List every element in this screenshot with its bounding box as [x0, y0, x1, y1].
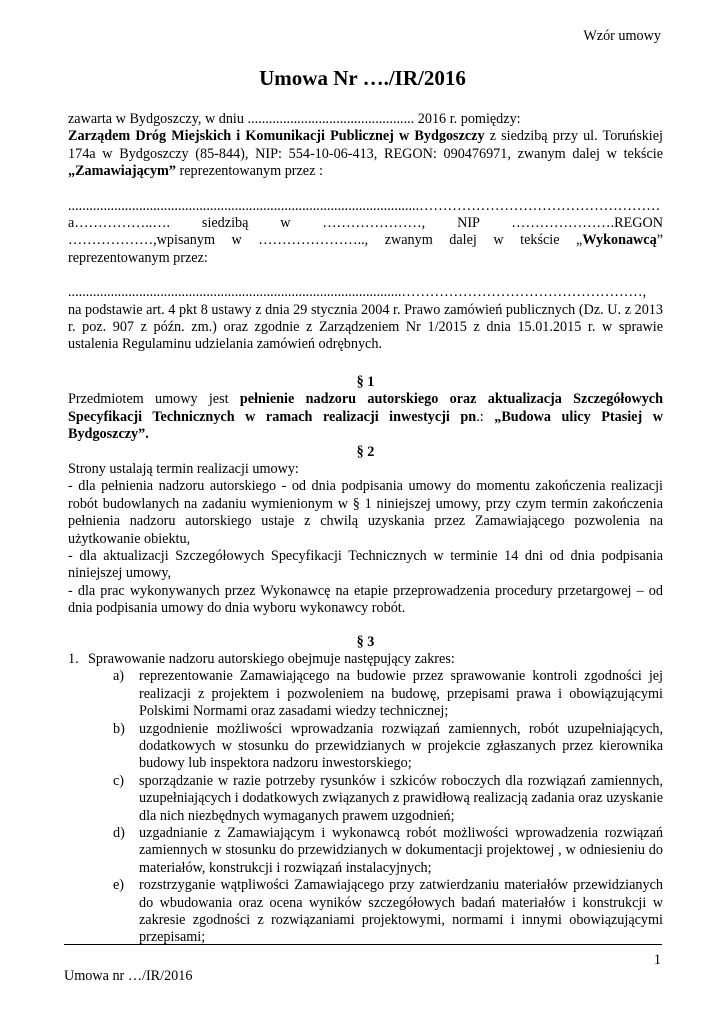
page-number: 1 — [653, 952, 661, 968]
header-note: Wzór umowy — [583, 28, 661, 44]
ordering-party-alias: „Zamawiającym” — [68, 163, 176, 180]
section-2-item: - dla aktualizacji Szczegółowych Specyfikacji Technicznych w terminie 14 dni od dnia podpisania niniejszej umowy, — [68, 547, 663, 582]
footer-note: Umowa nr …/IR/2016 — [64, 968, 193, 984]
list-item: c) sporządzanie w razie potrzeby rysunków i szkiców roboczych dla rozwiązań zamiennych, uzupełniających i dodatkowych związanych z prawidłową realizacją zadania oraz uzyskanie dla nich niezbędnych wymaganych prawem uzgodnień; — [113, 772, 663, 824]
intro-ordering-party: Zarządem Dróg Miejskich i Komunikacji Publicznej w Bydgoszczy z siedzibą przy ul. Toruńskiej 174a w Bydgoszczy (85-844), NIP: 554-10-06-413, REGON: 090476971, zwanym dalej w tekście „Zamawiającym” reprezentowanym przez : — [68, 128, 663, 180]
legal-basis: na podstawie art. 4 pkt 8 ustawy z dnia 29 stycznia 2004 r. Prawo zamówień publicznych (Dz. U. z 2013 r. poz. 907 z późn. zm.) oraz zgodnie z Zarządzeniem Nr 1/2015 z dnia 15.01.2015 r. w sprawie ustalenia Regulaminu udzielania zamówień odrębnych. — [68, 301, 663, 353]
representative-dots-1: ...................................................................................................…………………………………………… — [68, 197, 661, 214]
section-3-list — [68, 651, 663, 668]
section-1-text: Przedmiotem umowy jest pełnienie nadzoru autorskiego oraz aktualizacja Szczegółowych Specyfikacji Technicznych w ramach realizacji inwestycji pn.: „Budowa ulicy Ptasiej w Bydgoszczy”. — [68, 391, 663, 443]
section-3-heading: § 3 — [356, 633, 375, 650]
ordering-party-name: Zarządem Dróg Miejskich i Komunikacji Publicznej w Bydgoszczy — [68, 128, 485, 145]
section-3-sublist — [68, 668, 663, 947]
document-title: Umowa Nr …./IR/2016 — [259, 66, 466, 90]
footer-divider — [64, 944, 662, 945]
document-body — [68, 111, 663, 947]
list-item: e) rozstrzyganie wątpliwości Zamawiającego przy zatwierdzaniu materiałów przewidzianych do wbudowania oraz ocena wyników szczegółowych badań materiałów i konstrukcji w zakresie zgodności z rozwiązaniami projektowymi, normami i innymi obowiązującymi przepisami; — [113, 877, 663, 946]
intro-place-date: zawarta w Bydgoszczy, w dniu ............................................... 2016 r. pomiędzy: — [68, 111, 521, 127]
list-item: a) reprezentowanie Zamawiającego na budowie przez sprawowanie kontroli zgodności jej realizacji z projektem i pozwoleniem na budowę, przepisami prawa i obowiązującymi Polskimi Normami oraz zasadami wiedzy technicznej; — [113, 668, 663, 720]
section-1-heading: § 1 — [356, 373, 375, 390]
list-item: 1. Sprawowanie nadzoru autorskiego obejmuje następujący zakres: — [68, 650, 455, 667]
list-item: b) uzgodnienie możliwości wprowadzania rozwiązań zamiennych, robót uzupełniających, dodatkowych w stosunku do przewidzianych w projekcie zgłaszanych przez kierownika budowy lub inspektora nadzoru inwestorskiego; — [113, 720, 663, 772]
section-2-heading: § 2 — [356, 443, 375, 460]
section-2-item: - dla prac wykonywanych przez Wykonawcę na etapie przeprowadzenia procedury przetargowej – od dnia podpisania umowy do dnia wyboru wykonawcy robót. — [68, 582, 663, 617]
representative-dots-2: ..............................................................................................……………………………………………, — [68, 284, 647, 301]
section-2-item: - dla pełnienia nadzoru autorskiego - od dnia podpisania umowy do momentu zakończenia realizacji robót budowlanych na zadaniu wymienionym w § 1 niniejszej umowy, przy czym termin zakończenia pełnienia nadzoru autorskiego ustaje z chwilą uzyskania przez Zamawiającego pozwolenia na użytkowanie obiektu, — [68, 478, 663, 547]
list-item: d) uzgadnianie z Zamawiającym i wykonawcą robót możliwości wprowadzenia rozwiązań zamiennych w stosunku do przewidzianych w dokumentacji projektowej , w odniesieniu do materiałów, konstrukcji i rozwiązań instalacyjnych; — [113, 825, 663, 876]
contractor-alias: Wykonawcą — [582, 232, 657, 249]
intro-contractor: a……………..…. siedzibą w …………………, NIP ………………….REGON ………………,wpisanym w ………………….., zwanym dalej w tekście „Wykonawcą” reprezentowanym przez: — [68, 215, 663, 266]
section-2-lead: Strony ustalają termin realizacji umowy: — [68, 460, 299, 477]
